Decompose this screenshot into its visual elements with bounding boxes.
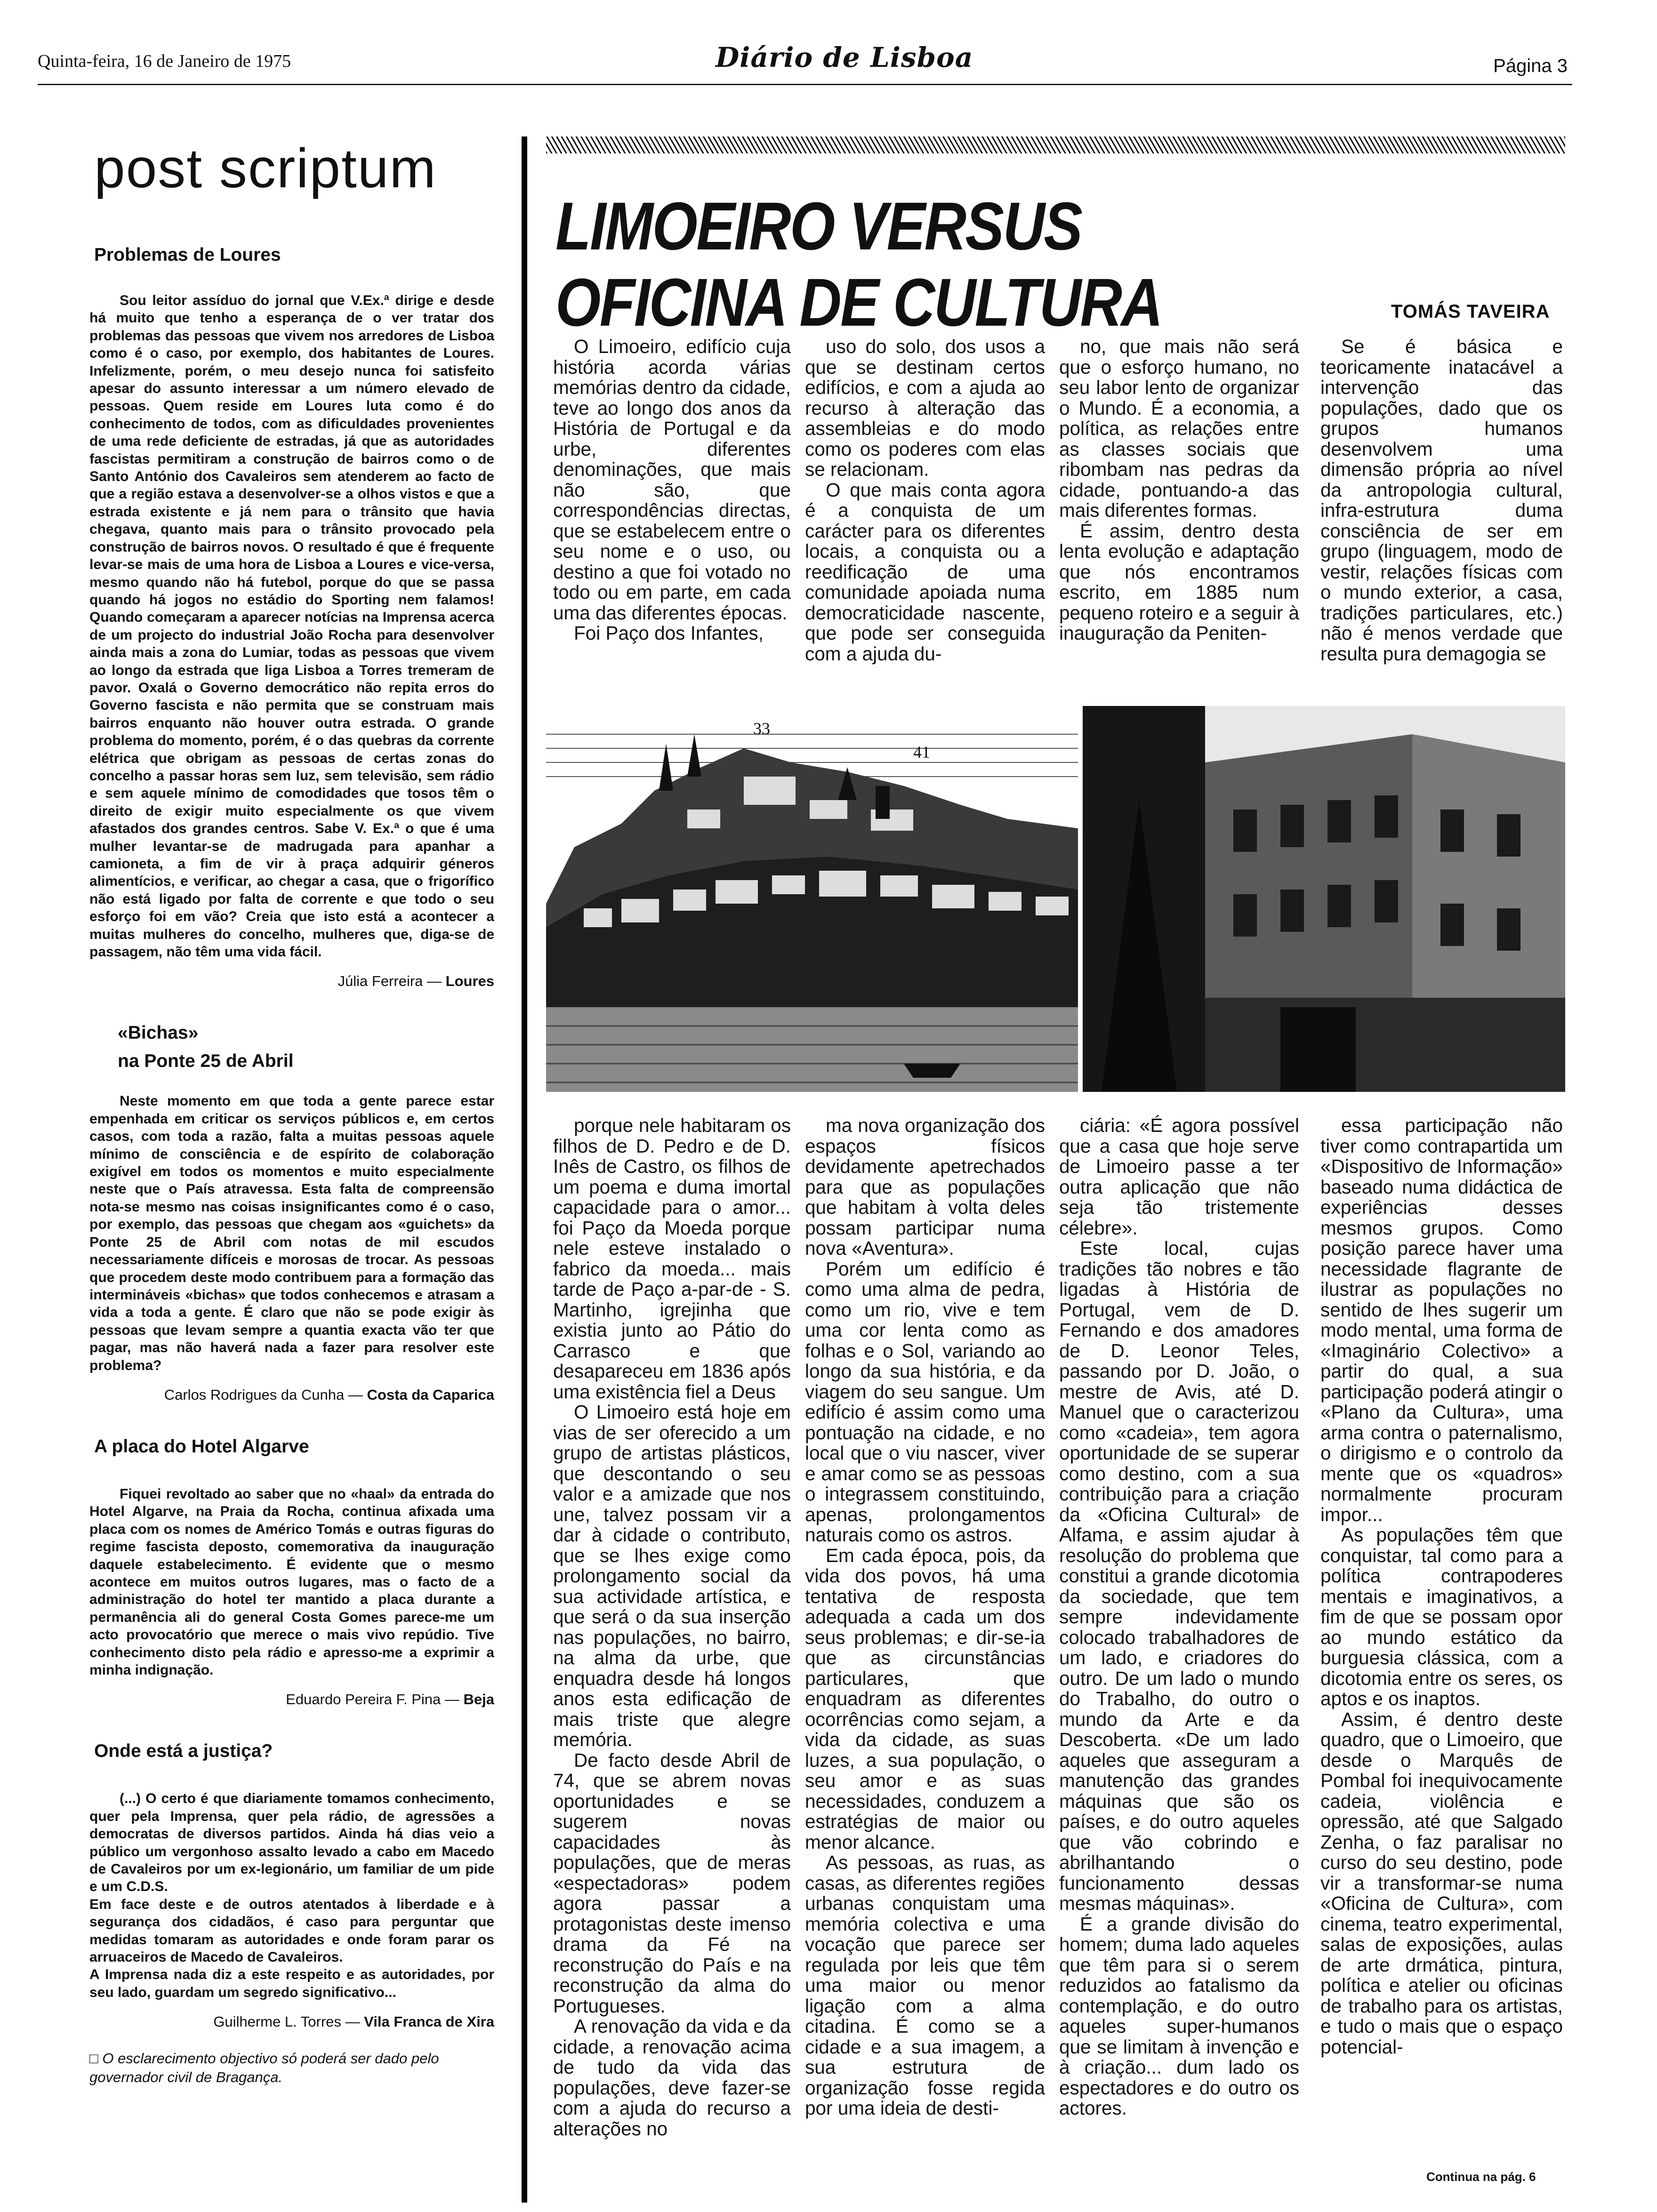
letter xyxy=(89,1023,494,1403)
article-paragraph: É assim, dentro desta lenta evolução e adaptação que nós encontramos escrito, em 1885 num pequeno roteiro e a seguir à inauguração da Peniten- xyxy=(1059,520,1299,644)
article-paragraph: A renovação da vida e da cidade, a renovação acima de tudo da vida das populações, deve fazer-se com a ajuda do recurso a alterações no xyxy=(553,2015,791,2140)
letter-body: Fiquei revoltado ao saber que no «haal» da entrada do Hotel Algarve, na Praia da Rocha, continua afixada uma placa com os nomes de Américo Tomás e outras figuras do regime fascista deposto, comemorativa da inauguração daquele estabelecimento. É evidente que o mesmo acontece em muitos outros lugares, mas o facto de a administração do hotel ter mantido a placa durante a permanência ali do general Costa Gomes parece-me um acto provocatório que merece o mais vivo repúdio. Tive conhecimento disto pela rádio e apresso-me a exprimir a minha indignação. xyxy=(89,1486,494,1678)
lisbon-engraving-image xyxy=(546,706,1078,1092)
article-column-top-3 xyxy=(1059,337,1299,644)
article-paragraph: essa participação não tiver como contrapartida um «Dispositivo de Informação» baseado numa didáctica de experiências desses mesmos grupos. Como posição parece haver uma necessidade flagrante de ilustrar as populações no sentido de lhes sugerir um modo mental, uma forma de «Imaginário Colectivo» a partir do qual, a sua participação poderá atingir o «Plano da Cultura», uma arma contra o paternalismo, o dirigismo e o controlo da mente que os «quadros» normalmente procuram impor... xyxy=(1320,1114,1563,1525)
issue-date: Quinta-feira, 16 de Janeiro de 1975 xyxy=(38,51,291,71)
article-paragraph: O que mais conta agora é a conquista de um carácter para os diferentes locais, a conquista ou a reedificação de uma comunidade apoiada numa democraticidade nascente, que pode ser conseguida com a ajuda du- xyxy=(805,479,1045,665)
article-paragraph: Foi Paço dos Infantes, xyxy=(574,622,764,644)
article-paragraph: É a grande divisão do homem; duma lado aqueles que têm para si o serem reduzidos ao fatalismo da contemplação, e do outro aqueles super-humanos que se limitam à invenção e à criação... dum lado os espectadores e do outro os actores. xyxy=(1059,1913,1299,2119)
letter-title: «Bichas» xyxy=(118,1023,199,1043)
section-title: post scriptum xyxy=(94,137,437,200)
article-column-top-2 xyxy=(805,337,1045,664)
article-column-bottom-1 xyxy=(553,1115,791,2139)
letter-signature: Eduardo Pereira F. Pina — Beja xyxy=(286,1691,494,1708)
article-byline: TOMÁS TAVEIRA xyxy=(1391,301,1550,322)
headline-line-1: LIMOEIRO VERSUS xyxy=(555,188,1082,264)
article-paragraph: ma nova organização dos espaços físicos devidamente apetrechados para que as populações que habitam à volta deles possam participar numa nova «Aventura». xyxy=(805,1114,1045,1259)
letter-title: Problemas de Loures xyxy=(94,245,281,265)
article-paragraph: As populações têm que conquistar, tal como para a política contrapoderes mentais e imaginativos, a fim de que se possam opor ao mundo estático da burguesia clássica, com a dicotomia entre os seres, os aptos e os inaptos. xyxy=(1320,1524,1563,1709)
article-paragraph: O Limoeiro está hoje em vias de ser oferecido a um grupo de artistas plásticos, que descontando o seu valor e a amizade que nos une, talvez possam vir a dar à cidade o contributo, que se lhes exige como prolongamento social da sua actividade artística, e que será o da sua inserção nas populações, no bairro, na alma da urbe, que enquadra desde há longos anos esta edificação de mais triste que alegre memória. xyxy=(553,1401,791,1750)
letter xyxy=(89,1436,494,1708)
article-paragraph: Este local, cujas tradições tão nobres e tão ligadas à História de Portugal, vem de D. Fernando e dos amadores de D. Leonor Teles, passando por D. João, o mestre de Avis, até D. Manuel que o caracterizou como «cadeia», tem agora oportunidade de se superar como destino, com a sua contribuição para a criação da «Oficina Cultural» de Alfama, e assim ajudar à resolução do problema que constitui a grande dicotomia da sociedade, que tem sempre indevidamente colocado trabalhadores de um lado, e criadores do outro. De um lado o mundo do Trabalho, do outro o mundo da Arte e da Descoberta. «De um lado aqueles que asseguram a manutenção das grandes máquinas que são os países, e do outro aqueles que vão cobrindo e abrilhantando o funcionamento dessas mesmas máquinas». xyxy=(1059,1237,1299,1914)
article-column-top-1 xyxy=(553,337,791,644)
article-paragraph: De facto desde Abril de 74, que se abrem novas oportunidades e se sugerem novas capacidades às populações, que de meras «espectadoras» podem agora passar a protagonistas deste imenso drama da Fé na reconstrução do País e na reconstrução da alma do Portugueses. xyxy=(553,1749,791,2017)
letter-body: Neste momento em que toda a gente parece estar empenhada em criticar os serviços públicos e, em certos casos, com toda a razão, falta a muitas pessoas aquele mínimo de consciência e de espírito de colaboração exigível em todos os momentos e muito especialmente neste que o País atravessa. Esta falta de compreensão nota-se mesmo nas coisas insignificantes como é o caso, por exemplo, das pessoas que chegam aos «guichets» da Ponte 25 de Abril com notas de mil escudos necessariamente difíceis e morosas de trocar. As pessoas que procedem deste modo contribuem para a formação das intermináveis «bichas» que todos conhecemos e atrasam a vida a toda a gente. É claro que não se pode exigir às pessoas que levam sempre a quantia exacta vão ter que pagar, mas não haverá nada a fazer para resolver este problema? xyxy=(89,1093,494,1373)
letter xyxy=(89,245,494,990)
letter-signature: Carlos Rodrigues da Cunha — Costa da Caparica xyxy=(164,1386,494,1403)
article-headline xyxy=(555,188,1162,341)
article-column-top-4 xyxy=(1320,337,1563,664)
letter-title: A placa do Hotel Algarve xyxy=(94,1436,309,1457)
article-column-bottom-2 xyxy=(805,1115,1045,2119)
headline-line-2: OFICINA DE CULTURA xyxy=(555,264,1162,340)
article-paragraph: no, que mais não será que o esforço humano, no seu labor lento de organizar o Mundo. É a economia, a política, as relações entre as classes sociais que ribombam nas pedras da cidade, pontuando-a das mais diferentes formas. xyxy=(1059,336,1299,521)
column-divider xyxy=(522,136,527,2203)
article-paragraph: Se é básica e teoricamente inatacável a intervenção das populações, dado que os grupos humanos desenvolvem uma dimensão própria ao nível da antropologia cultural, infra-estrutura duma consciência de ser em grupo (linguagem, modo de vestir, relações físicas com o mundo exterior, a casa, tradições particulares, etc.) não é menos verdade que resulta pura demagogia se xyxy=(1320,336,1563,665)
article-paragraph: O Limoeiro, edifício cuja história acorda várias memórias dentro da cidade, teve ao longo dos anos da História de Portugal e da urbe, diferentes denominações, que mais não são, que correspondências directas, que se estabelecem entre o seu nome e o uso, ou destino a que foi votado no todo ou em parte, em cada uma das diferentes épocas. xyxy=(553,336,791,624)
article-paragraph: porque nele habitaram os filhos de D. Pedro e de D. Inês de Castro, os filhos de um poema e duma imortal capacidade para o amor... foi Paço da Moeda porque nele esteve instalado o fabrico da moeda... mais tarde de Paço a-par-de - S. Martinho, igrejinha que existia junto ao Pátio do Carrasco e que desapareceu em 1836 após uma existência fiel a Deus xyxy=(553,1114,791,1403)
article-paragraph: As pessoas, as ruas, as casas, as diferentes regiões urbanas conquistam uma memória colectiva e uma vocação que parece ser regulada por leis que têm uma maior ou menor ligação com a alma citadina. É como se a cidade e a sua imagem, a sua estrutura de organização fosse regida por uma ideia de desti- xyxy=(805,1851,1045,2119)
article-paragraph: Assim, é dentro deste quadro, que o Limoeiro, que desde o Marquês de Pombal foi inequivocamente cadeia, violência e opressão, até que Salgado Zenha, o faz paralisar no curso do seu destino, pode vir a transformar-se numa «Oficina de Cultura», com cinema, teatro experimental, salas de exposições, aulas de arte drmática, pintura, política e atelier ou oficinas de trabalho para os artistas, e tudo o mais que o espaço potencial- xyxy=(1320,1708,1563,2058)
article-paragraph: Em cada época, pois, da vida dos povos, há uma tentativa de resposta adequada a cada um dos seus problemas; e dir-se-ia que as circunstâncias particulares, que enquadram as diferentes ocorrências como sejam, a vida da cidade, as suas luzes, a sua população, o seu amor e as suas necessidades, conduzem a estratégias de maior ou menor alcance. xyxy=(805,1544,1045,1853)
letter-body: Sou leitor assíduo do jornal que V.Ex.ª dirige e desde há muito que tenho a esperança de o ver tratar dos problemas das pessoas que vivem nos arredores de Lisboa como é o caso, por exemplo, dos habitantes de Loures. Infelizmente, porém, o meu desejo nunca foi satisfeito apesar do assunto interessar a um número elevado de pessoas. Quem reside em Loures luta como é do conhecimento de todos, com as dificuldades provenientes de uma rede deficiente de estradas, já que as autoridades fascistas permitiram a construção de bairros como o de Santo António dos Cavaleiros sem atenderem ao facto de que a região estava a desenvolver-se a olhos vistos e que a estrada existente e já nem para o trânsito que havia chegava, quanto mais para o trânsito provocado pela construção de bairros novos. O resultado é que é frequente levar-se mais de uma hora de Lisboa a Loures e vice-versa, mesmo quando não há futebol, porque do que se passa quando há jogos no estádio do Sporting nem falamos! Quando começaram a aparecer notícias na Imprensa acerca de um projecto do industrial João Rocha para desenvolver ainda mais a zona do Lumiar, todas as pessoas que vivem ao longo da estrada que liga Lisboa a Torres tremeram de pavor. Oxalá o Governo democrático não repita erros do Governo fascista e não permita que se construam mais bairros enquanto não houver outra estrada. O grande problema do momento, porém, é o das quebras da corrente elétrica que obrigam as pessoas de certas zonas do concelho a passar horas sem luz, sem televisão, sem rádio e sem aquele mínimo de comodidades que tosos têm o direito de exigir muito especialmente os que vivem afastados dos grandes centros. Sabe V. Ex.ª o que é uma mulher levantar-se de madrugada para apanhar a camioneta, a fim de vir à praça adquirir géneros alimentícios, e verificar, ao chegar a casa, que o frigorífico não está ligado por falta de corrente e que todo o seu esforço foi em vão? Creia que isto está a acontecer a muitas mulheres do concelho, mulheres que, diga-se de passagem, não têm uma vida fácil. xyxy=(89,293,494,960)
continued-note: Continua na pág. 6 xyxy=(1426,2170,1536,2184)
letters-column xyxy=(89,245,494,2087)
article-paragraph: uso do solo, dos usos a que se destinam certos edifícios, e com a ajuda ao recurso à alteração das assembleias e do modo como os poderes com elas se relacionam. xyxy=(805,336,1045,480)
letter-subtitle: na Ponte 25 de Abril xyxy=(118,1051,294,1072)
article-paragraph: Porém um edifício é como uma alma de pedra, como um rio, vive e tem uma cor lenta como as folhas e o Sol, variando ao longo da sua história, e da viagem do seu sangue. Um edifício é assim como uma pontuação na cidade, e no local que o viu nascer, viver e amar como se as pessoas o integrassem constituindo, apenas, prolongamentos naturais como os astros. xyxy=(805,1258,1045,1546)
engraving-label: 33 xyxy=(753,719,770,738)
letter-body: (...) O certo é que diariamente tomamos conhecimento, quer pela Imprensa, quer pela rádio, de agressões a democratas de diversos partidos. Ainda há dias veio a público um vergonhoso assalto levado a cabo em Macedo de Cavaleiros por um ex-legionário, um familiar de um pide e um C.D.S. Em face deste e de outros atentados à liberdade e à segurança dos cidadãos, é caso para perguntar que medidas tomaram as autoridades e onde foram parar os arruaceiros de Macedo de Cavaleiros. A Imprensa nada diz a este respeito e as autoridades, por seu lado, guardam um segredo significativo... xyxy=(89,1791,494,2000)
page-number: Página 3 xyxy=(1493,56,1568,76)
article-column-bottom-3 xyxy=(1059,1115,1299,2119)
article-column-bottom-4 xyxy=(1320,1115,1563,2057)
newspaper-masthead: Diário de Lisboa xyxy=(716,41,973,73)
letter-title: Onde está a justiça? xyxy=(94,1741,273,1762)
letter-signature: Júlia Ferreira — Loures xyxy=(338,973,494,990)
editor-note: □ O esclarecimento objectivo só poderá ser dado pelo governador civil de Bragança. xyxy=(89,2050,439,2086)
header-divider xyxy=(38,84,1572,85)
limoeiro-building-photo xyxy=(1083,706,1565,1092)
article-paragraph: ciária: «É agora possível que a casa que hoje serve de Limoeiro passe a ter outra aplicação que não seja tão tristemente célebre». xyxy=(1059,1114,1299,1239)
letter-signature: Guilherme L. Torres — Vila Franca de Xira xyxy=(213,2013,494,2030)
letter xyxy=(89,1741,494,2030)
decorative-hatch-band xyxy=(546,136,1565,153)
engraving-label: 41 xyxy=(913,743,930,761)
